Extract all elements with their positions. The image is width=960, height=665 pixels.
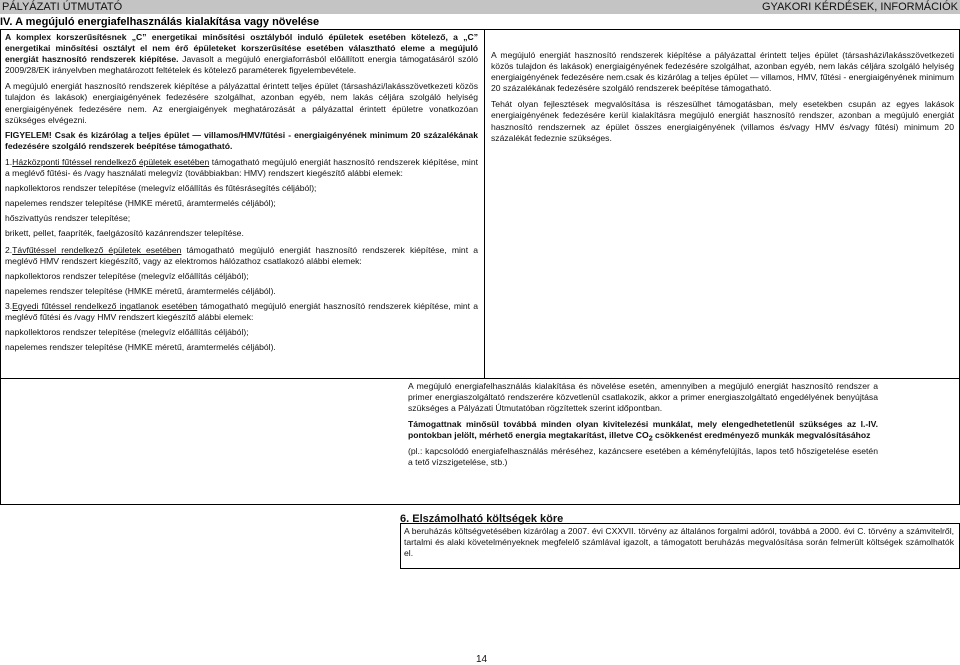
list-item: napkollektoros rendszer telepítése (melegvíz előállítás céljából); (5, 270, 249, 281)
list-item: napelemes rendszer telepítése (HMKE méretű, áramtermelés céljából); (5, 198, 276, 209)
item-1-text: támogatható megújuló energiát hasznosító rendszerek kiépítése, mint a meglévő fűtési- és /vagy használati melegvíz (továbbiakban: HMV) rendszert kiegészítő alábbi elemek: (5, 156, 478, 179)
list-item: napelemes rendszer telepítése (HMKE méretű, áramtermelés céljából). (5, 342, 276, 353)
right-paragraph-1: A megújuló energiát hasznosító rendszerek kiépítése a pályázattal érintett teljes épület (társasházi/lakásszövetkezeti közös tulajdon és lakások) energiaigényének fedezésére szolgálhat, azonban egyéb, nem lakás céljára szolgáló helyiség energiaigényének fedezésére nem.csak és kizárólag a teljes épület — villamos, HMV, fűtési - energiaigényének minimum 20 százalékának fedezésére szolgáló rendszerek beépítése támogatható. (491, 50, 954, 94)
item-1-number: 1. (5, 156, 13, 167)
left-paragraph-1-rest: Javasolt a megújuló energiaforrásból előállított energia támogatásáról szóló 2009/28/EK irányelvben meghatározott feltételek és kötelező paraméterek figyelembevétele. (5, 54, 479, 76)
left-paragraph-1 (5, 32, 478, 76)
list-item: hőszivattyús rendszer telepítése; (5, 213, 131, 224)
item-3 (5, 301, 478, 323)
table-bottom-border (0, 504, 960, 505)
item-3-title: Egyedi fűtéssel rendelkező ingatlanok esetében (12, 300, 198, 311)
bottom-paragraph-1: A megújuló energiafelhasználás kialakítása és növelése esetén, amennyiben a megújuló energiát hasznosító rendszer a primer energiaszolgáltató rendszerére közvetlenül csatlakozik, akkor a primer energiaszolgáltató engedélyének benyújtása szükséges a Pályázati Útmutatóban rögzítettek szerint időpontban. (408, 381, 878, 414)
left-paragraph-2: A megújuló energiát hasznosító rendszerek kiépítése a pályázattal érintett teljes épület (társasházi/lakásszövetkezeti közös tulajdon és lakások) energiaigényének fedezésére szolgálhat, azonban egyéb, nem lakás céljára szolgáló helyiség energiaigényének fedezésére nem. Az energiaigények meghatározását a pályázattal érintett épületre vonatkozóan szükséges elvégezni. (5, 81, 478, 125)
list-item: napkollektoros rendszer telepítése (melegvíz előállítás és fűtésrásegítés céljából); (5, 183, 317, 194)
bottom-block (408, 381, 878, 473)
header-right-title: GYAKORI KÉRDÉSEK, INFORMÁCIÓK (762, 1, 958, 13)
list-item: napelemes rendszer telepítése (HMKE méretű, áramtermelés céljából). (5, 285, 276, 296)
table-left-border-lower (0, 379, 1, 505)
figyelem-note: FIGYELEM! Csak és kizárólag a teljes épület — villamos/HMV/fűtési - energiaigényének minimum 20 százalékának fedezésére szolgáló rendszerek beépítése támogatható. (5, 129, 478, 151)
page-number: 14 (476, 654, 488, 665)
table-row-divider (0, 378, 960, 379)
item-2-number: 2. (5, 244, 13, 255)
item-3-text: támogatható megújuló energiát hasznosító rendszerek kiépítése, mint a meglévő fűtési és /vagy HMV rendszert kiegészítő alábbi elemek: (5, 300, 478, 322)
section-6-text-wrap (404, 526, 954, 564)
right-column (491, 50, 954, 149)
list-item: brikett, pellet, faapríték, faelgázosító kazánrendszer telepítése. (5, 228, 244, 239)
bottom-paragraph-2 (408, 419, 878, 445)
item-2-text: támogatható megújuló energiát hasznosító rendszerek kiépítése, mint a meglévő HMV rendszert kiegészítő, vagy az elektromos hálózathoz csatlakozó alábbi elemek: (5, 244, 478, 266)
item-1-title: Házközponti fűtéssel rendelkező épületek esetében (12, 156, 210, 167)
co2-subscript: 2 (648, 435, 653, 444)
bottom-paragraph-2a: Támogattnak minősül továbbá minden olyan kivitelezési munkálat, mely elengedhetetlenül szükséges az I.-IV. pontokban jelölt, mérhető energia megtakarítást, illetve CO (408, 419, 878, 441)
section-title: IV. A megújuló energiafelhasználás kialakítása vagy növelése (0, 16, 320, 28)
left-column (5, 32, 478, 357)
item-2-title: Távfűtéssel rendelkező épületek esetében (12, 244, 182, 255)
list-item: napkollektoros rendszer telepítése (melegvíz előállítás céljából); (5, 327, 249, 338)
item-2 (5, 245, 478, 267)
item-3-number: 3. (5, 300, 13, 311)
right-paragraph-2: Tehát olyan fejlesztések megvalósítása is részesülhet támogatásban, mely esetekben csupán az egyes lakások energiaigényének fedezésére kerül kialakításra megújuló energiát hasznosító rendszer, azonban a megújuló energiát hasznosító rendszernek az épület összes energiaigényének (villamos és/vagy HMV és/vagy fűtési) minimum 20 százalékát fedeznie szükséges. (491, 99, 954, 143)
table-middle-divider (484, 29, 485, 378)
header-left-title: PÁLYÁZATI ÚTMUTATÓ (2, 1, 123, 13)
left-paragraph-1-bold: A komplex korszerűsítésnek „C” energetikai minősítési osztályból induló épületek esetében kötelező, a „C” energetikai minősítési osztályt el nem érő épületeket korszerűsítése esetében választható eleme a megújuló energiát hasznosító rendszerek kiépítése. (5, 32, 478, 65)
section-6-title: 6. Elszámolható költségek köre (400, 513, 564, 525)
table-left-border (0, 29, 1, 378)
table-top-border (0, 29, 960, 30)
bottom-paragraph-3: (pl.: kapcsolódó energiafelhasználás méréséhez, kazáncsere esetében a kéményfelújítás, lapos tető hőszigetelése esetén a tető vízszigetelése, stb.) (408, 446, 878, 468)
bottom-paragraph-2b: csökkenést eredményező munkák megvalósításához (652, 430, 871, 441)
section-6-text: A beruházás költségvetésében kizárólag a 2007. évi CXXVII. törvény az általános forgalmi adóról, továbbá a 2000. évi C. törvény a számvitelről, tartalmi és alaki követelményeknek megfelelő számlával igazolt, a támogatott beruházás megvalósítása során felmerült költségek számolhatók el. (404, 526, 954, 559)
item-1 (5, 157, 478, 179)
